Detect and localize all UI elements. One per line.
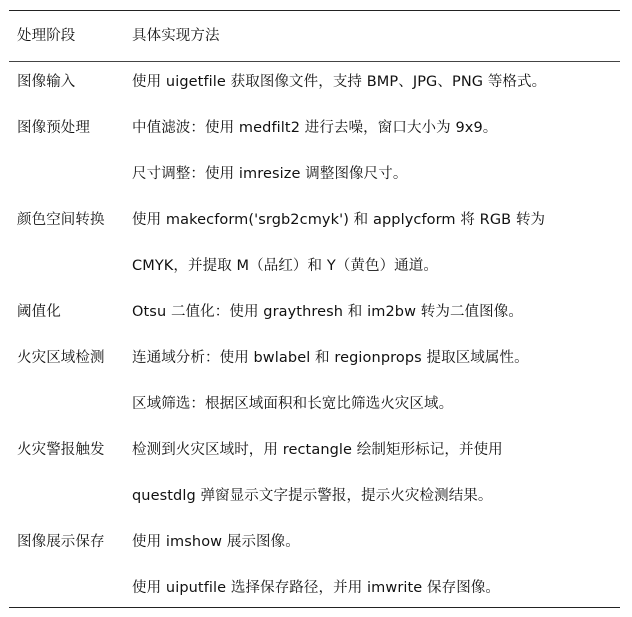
row-method: 尺寸调整：使用 imresize 调整图像尺寸。 (132, 166, 408, 182)
header-method: 具体实现方法 (132, 28, 220, 44)
row-method: CMYK，并提取 M（品红）和 Y（黄色）通道。 (132, 258, 438, 274)
row-method: 中值滤波：使用 medfilt2 进行去噪，窗口大小为 9x9。 (132, 120, 498, 136)
row-stage: 颜色空间转换 (17, 212, 105, 228)
row-stage: 图像输入 (17, 74, 76, 90)
row-stage: 图像展示保存 (17, 534, 105, 550)
row-stage: 火灾警报触发 (17, 442, 105, 458)
row-method: Otsu 二值化：使用 graythresh 和 im2bw 转为二值图像。 (132, 304, 523, 320)
row-method: 连通域分析：使用 bwlabel 和 regionprops 提取区域属性。 (132, 350, 529, 366)
table-header-rule (9, 61, 620, 62)
row-method: 检测到火灾区域时，用 rectangle 绘制矩形标记，并使用 (132, 442, 503, 458)
row-method: 使用 imshow 展示图像。 (132, 534, 300, 550)
row-stage: 阈值化 (17, 304, 61, 320)
row-method: 使用 makecform('srgb2cmyk') 和 applycform 将 RGB 转为 (132, 212, 546, 228)
table-bottom-rule (9, 607, 620, 608)
row-method: 使用 uigetfile 获取图像文件，支持 BMP、JPG、PNG 等格式。 (132, 74, 547, 90)
row-method: 区域筛选：根据区域面积和长宽比筛选火灾区域。 (132, 396, 454, 412)
row-stage: 火灾区域检测 (17, 350, 105, 366)
row-stage: 图像预处理 (17, 120, 90, 136)
row-method: questdlg 弹窗显示文字提示警报，提示火灾检测结果。 (132, 488, 493, 504)
row-method: 使用 uiputfile 选择保存路径，并用 imwrite 保存图像。 (132, 580, 501, 596)
header-stage: 处理阶段 (17, 28, 76, 44)
table-top-rule (9, 10, 620, 11)
